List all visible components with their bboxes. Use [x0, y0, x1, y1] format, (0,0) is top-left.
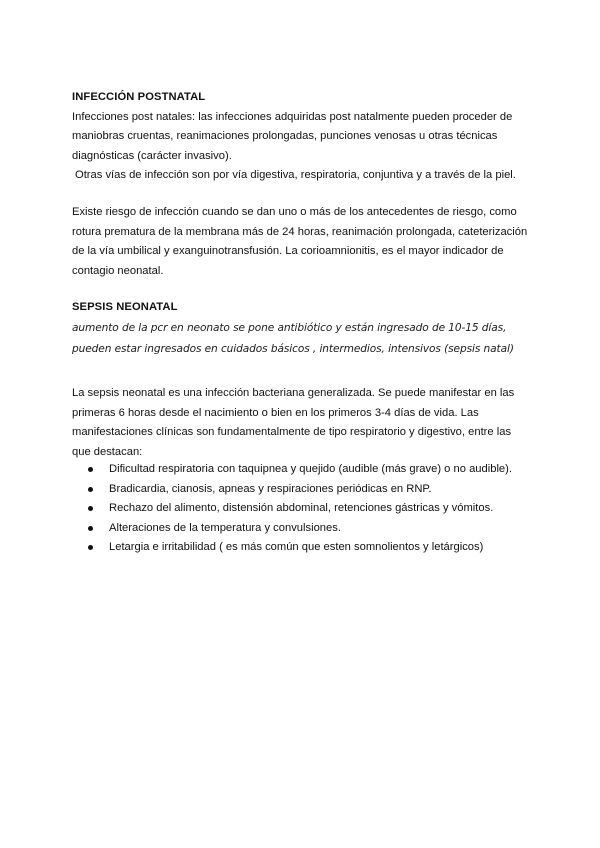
list-item-text: Alteraciones de la temperatura y convulsiones. [109, 521, 341, 534]
list-item [88, 499, 532, 519]
bullet-icon [88, 467, 93, 472]
list-item-text: Letargia e irritabilidad ( es más común que esten somnolientos y letárgicos) [109, 541, 484, 554]
section-sepsis-neonatal [72, 298, 532, 360]
paragraph-line: Otras vías de infección son por vía digestiva, respiratoria, conjuntiva y a través de la piel. [75, 169, 516, 182]
bullet-icon [88, 526, 93, 531]
list-item [88, 480, 532, 500]
handwritten-note-line: pueden estar ingresados en cuidados básicos , intermedios, intensivos (sepsis natal) [72, 342, 514, 355]
symptoms-list [72, 460, 532, 558]
symptoms-list-container [72, 460, 532, 558]
paragraph-line: maniobras cruentas, reanimaciones prolongadas, punciones venosas u otras técnicas [72, 130, 498, 143]
list-item [88, 538, 532, 558]
bullet-icon [88, 487, 93, 492]
bullet-icon [88, 545, 93, 550]
list-item [88, 460, 532, 480]
list-item-text: Rechazo del alimento, distensión abdominal, retenciones gástricas y vómitos. [109, 502, 494, 515]
paragraph-line: primeras 6 horas desde el nacimiento o bien en los primeros 3-4 días de vida. Las [72, 406, 479, 419]
paragraph-line: que destacan: [72, 445, 143, 458]
list-item-text: Dificultad respiratoria con taquipnea y quejido (audible (más grave) o no audible). [109, 463, 512, 475]
paragraph-line: de la vía umbilical y exanguinotransfusión. La corioamnionitis, es el mayor indicador de [72, 245, 504, 258]
paragraph-line: rotura prematura de la membrana más de 24 horas, reanimación prolongada, cateterización [72, 225, 528, 238]
paragraph-line: diagnósticas (carácter invasivo). [72, 149, 232, 162]
paragraph-line: manifestaciones clínicas son fundamentalmente de tipo respiratorio y digestivo, entre las [72, 426, 512, 439]
section-infeccion-postnatal [72, 88, 532, 186]
paragraph-line: contagio neonatal. [72, 264, 164, 277]
list-item-text: Bradicardia, cianosis, apneas y respiraciones periódicas en RNP. [109, 482, 432, 495]
paragraph-line: Infecciones post natales: las infecciones adquiridas post natalmente pueden proceder de [72, 110, 513, 123]
list-item [88, 519, 532, 539]
risk-paragraph [72, 203, 532, 281]
paragraph-line: Existe riesgo de infección cuando se dan uno o más de los antecedentes de riesgo, como [72, 206, 517, 218]
section-title: INFECCIÓN POSTNATAL [72, 91, 206, 103]
handwritten-note-line: aumento de la pcr en neonato se pone antibiótico y están ingresado de 10-15 días, [72, 321, 507, 334]
sepsis-intro-paragraph [72, 384, 532, 462]
paragraph-line: La sepsis neonatal es una infección bacteriana generalizada. Se puede manifestar en las [72, 387, 515, 399]
bullet-icon [88, 506, 93, 511]
section-title: SEPSIS NEONATAL [72, 301, 178, 313]
